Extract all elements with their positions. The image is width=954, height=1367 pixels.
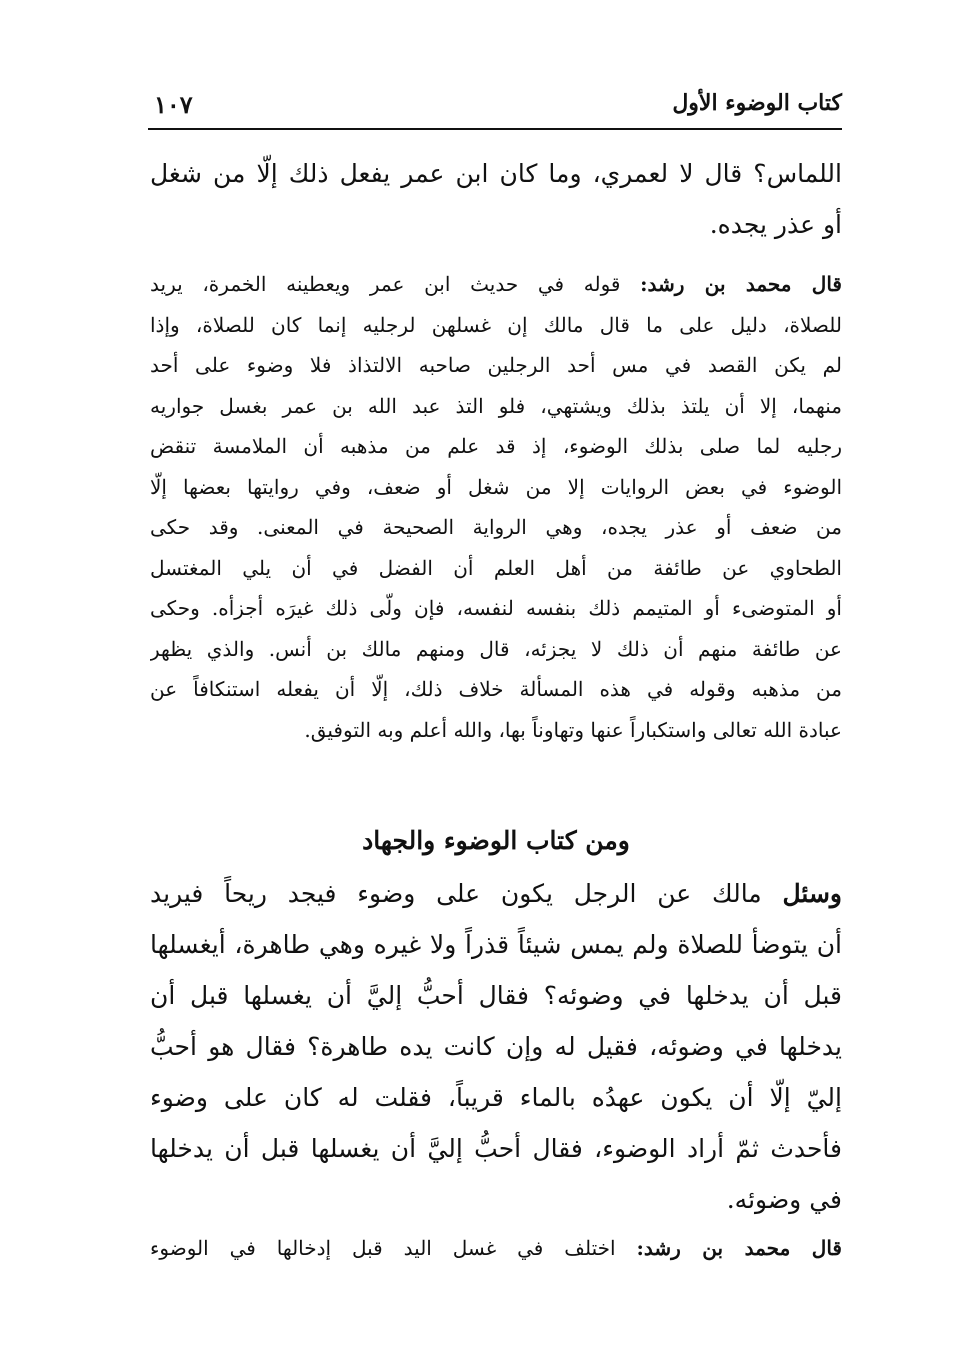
text-line: رجليه لما صلى بذلك الوضوء، إذ قد علم من مذهبه أن الملامسة تنقض xyxy=(150,434,842,458)
text-line: منهما، إلا أن يلتذ بذلك ويشتهي، فلو التذ عبد الله بن عمر بغسل جواريه xyxy=(150,393,842,418)
text-line xyxy=(150,264,842,305)
text-line: من مذهبه وقوله في هذه المسألة خلاف ذلك، إلّا أن يفعله استنكافاً عن xyxy=(150,677,842,701)
text-line: في وضوئه. xyxy=(726,1185,842,1214)
text-line: عن طائفة منهم أن ذلك لا يجزئه، قال ومنهم مالك بن أنس. والذي يظهر xyxy=(150,636,842,661)
text-line: من ضعف أو عذر يجده، وهي الرواية الصحيحة في المعنى. وقد حكى xyxy=(150,515,842,539)
running-header xyxy=(148,84,842,130)
commentator-label: قال محمد بن رشد: xyxy=(640,272,842,296)
question-paragraph xyxy=(150,868,842,1225)
text-line: للصلاة، دليل على ما قال مالك إن غسلهن لرجليه إنما كان للصلاة، وإذا xyxy=(150,312,842,337)
text-span: قوله في حديث ابن عمر ويعطينه الخمرة، يريد xyxy=(150,272,641,296)
text-span: اختلف في غسل اليد قبل إدخالها في الوضوء xyxy=(150,1236,637,1260)
text-line: لم يكن القصد في مس أحد الرجلين صاحبه الالتذاذ فلا وضوء على أحد xyxy=(150,353,842,377)
text-line: إليّ إلّا أن يكون عهدُه بالماء قريباً، فقلت له كان على وضوء xyxy=(150,1083,842,1112)
page-number: ١٠٧ xyxy=(154,90,193,119)
commentary-paragraph xyxy=(150,1228,842,1269)
text-line: الطحاوي عن طائفة من أهل العلم أن الفضل في أن يلي المغتسل xyxy=(150,555,842,580)
chapter-title: كتاب الوضوء الأول xyxy=(672,90,842,116)
paragraph-continuation xyxy=(150,148,842,250)
text-line: فأحدث ثمّ أراد الوضوء، فقال أحبُّ إليَّ أن يغسلها قبل أن يدخلها xyxy=(150,1134,842,1163)
commentary-paragraph xyxy=(150,264,842,750)
text-line: الوضوء في بعض الروايات إلا من شغل أو ضعف، وفي روايتها بعضها إلّا xyxy=(150,474,842,499)
commentator-label: قال محمد بن رشد: xyxy=(636,1236,842,1260)
text-line xyxy=(150,1228,842,1269)
text-line: أو المتوضىء أو المتيمم ذلك بنفسه لنفسه، فإن ولّى ذلك غيرَه أجزأه. وحكى xyxy=(150,596,842,620)
text-span: مالك عن الرجل يكون على وضوء فيجد ريحاً فيريد xyxy=(150,879,783,908)
text-line: أن يتوضأ للصلاة ولم يمس شيئاً قذراً ولا غيره وهي طاهرة، أيغسلها xyxy=(150,930,842,959)
text-line xyxy=(150,868,842,919)
text-line: قبل أن يدخلها في وضوئه؟ فقال أحبُّ إليَّ أن يغسلها قبل أن xyxy=(150,981,842,1010)
paragraph-lead-word: وسئل xyxy=(782,879,842,908)
section-heading: ومن كتاب الوضوء والجهاد xyxy=(362,826,630,855)
text-line: اللماس؟ قال لا لعمري، وما كان ابن عمر يفعل ذلك إلّا من شغل xyxy=(150,159,842,188)
text-line: يدخلها في وضوئه، فقيل له وإن كانت يده طاهرة؟ فقال هو أحبُّ xyxy=(150,1032,842,1061)
text-line: أو عذر يجده. xyxy=(709,210,842,239)
text-line: عبادة الله تعالى واستكباراً عنها وتهاوناً بها، والله أعلم وبه التوفيق. xyxy=(304,717,842,742)
